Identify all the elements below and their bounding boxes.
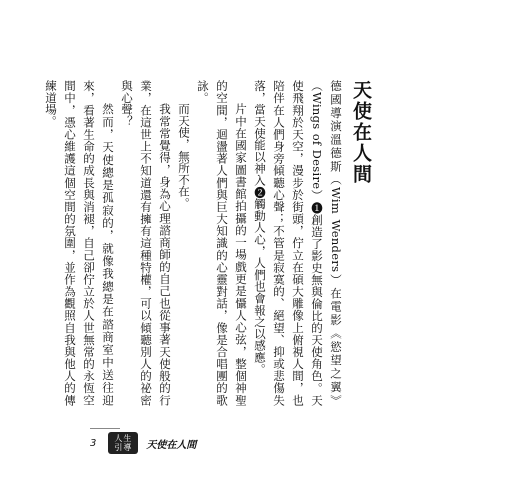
paragraph-3: 而天使，無所不在。 (177, 103, 191, 210)
running-title: 天使在人間 (146, 439, 197, 451)
page-number: 3 (90, 437, 97, 449)
paragraph-1: 德國導演溫德斯（Wim Wenders）在電影《慾望之翼》（Wings of Desire）❶創造了影史無與倫比的天使角色。天使飛翔於天空，漫步於街頭，佇立在碩大雕像上俯視人間，也陪伴在人們身旁傾聽心聲；不管是寂寞的、絕望、抑或悲傷失落，當天使能以神入❷觸動人心，人們也會報之以感應。 (253, 80, 343, 406)
footer-rule (90, 428, 120, 429)
series-logo (108, 432, 138, 454)
paragraph-4: 我常常覺得，身為心理諮商師的自己也從事著天使般的行業，在這世上不知道還有擁有這種特權，可以傾聽別人的祕密與心聲？ (120, 80, 172, 406)
paragraph-2: 片中在國家圖書館拍攝的一場戲更是懾人心弦，整個神聖的空間，迴盪著人們與巨大知識的心靈對話，像是合唱團的歌詠。 (196, 80, 248, 406)
page-footer (90, 432, 196, 454)
series-logo-text-bottom: 引導 (114, 443, 133, 452)
series-logo-text-top: 人生 (114, 434, 133, 443)
chapter-title: 天使在人間 (350, 80, 372, 185)
vertical-text-block (41, 80, 370, 406)
paragraph-5: 然而，天使總是孤寂的，就像我總是在諮商室中送往迎來，看著生命的成長與消褪，自己卻佇立於人世無常的永恆空間中，憑心維護這個空間的氛圍，並作為觀照自我與他人的傳練道場。 (44, 80, 115, 406)
